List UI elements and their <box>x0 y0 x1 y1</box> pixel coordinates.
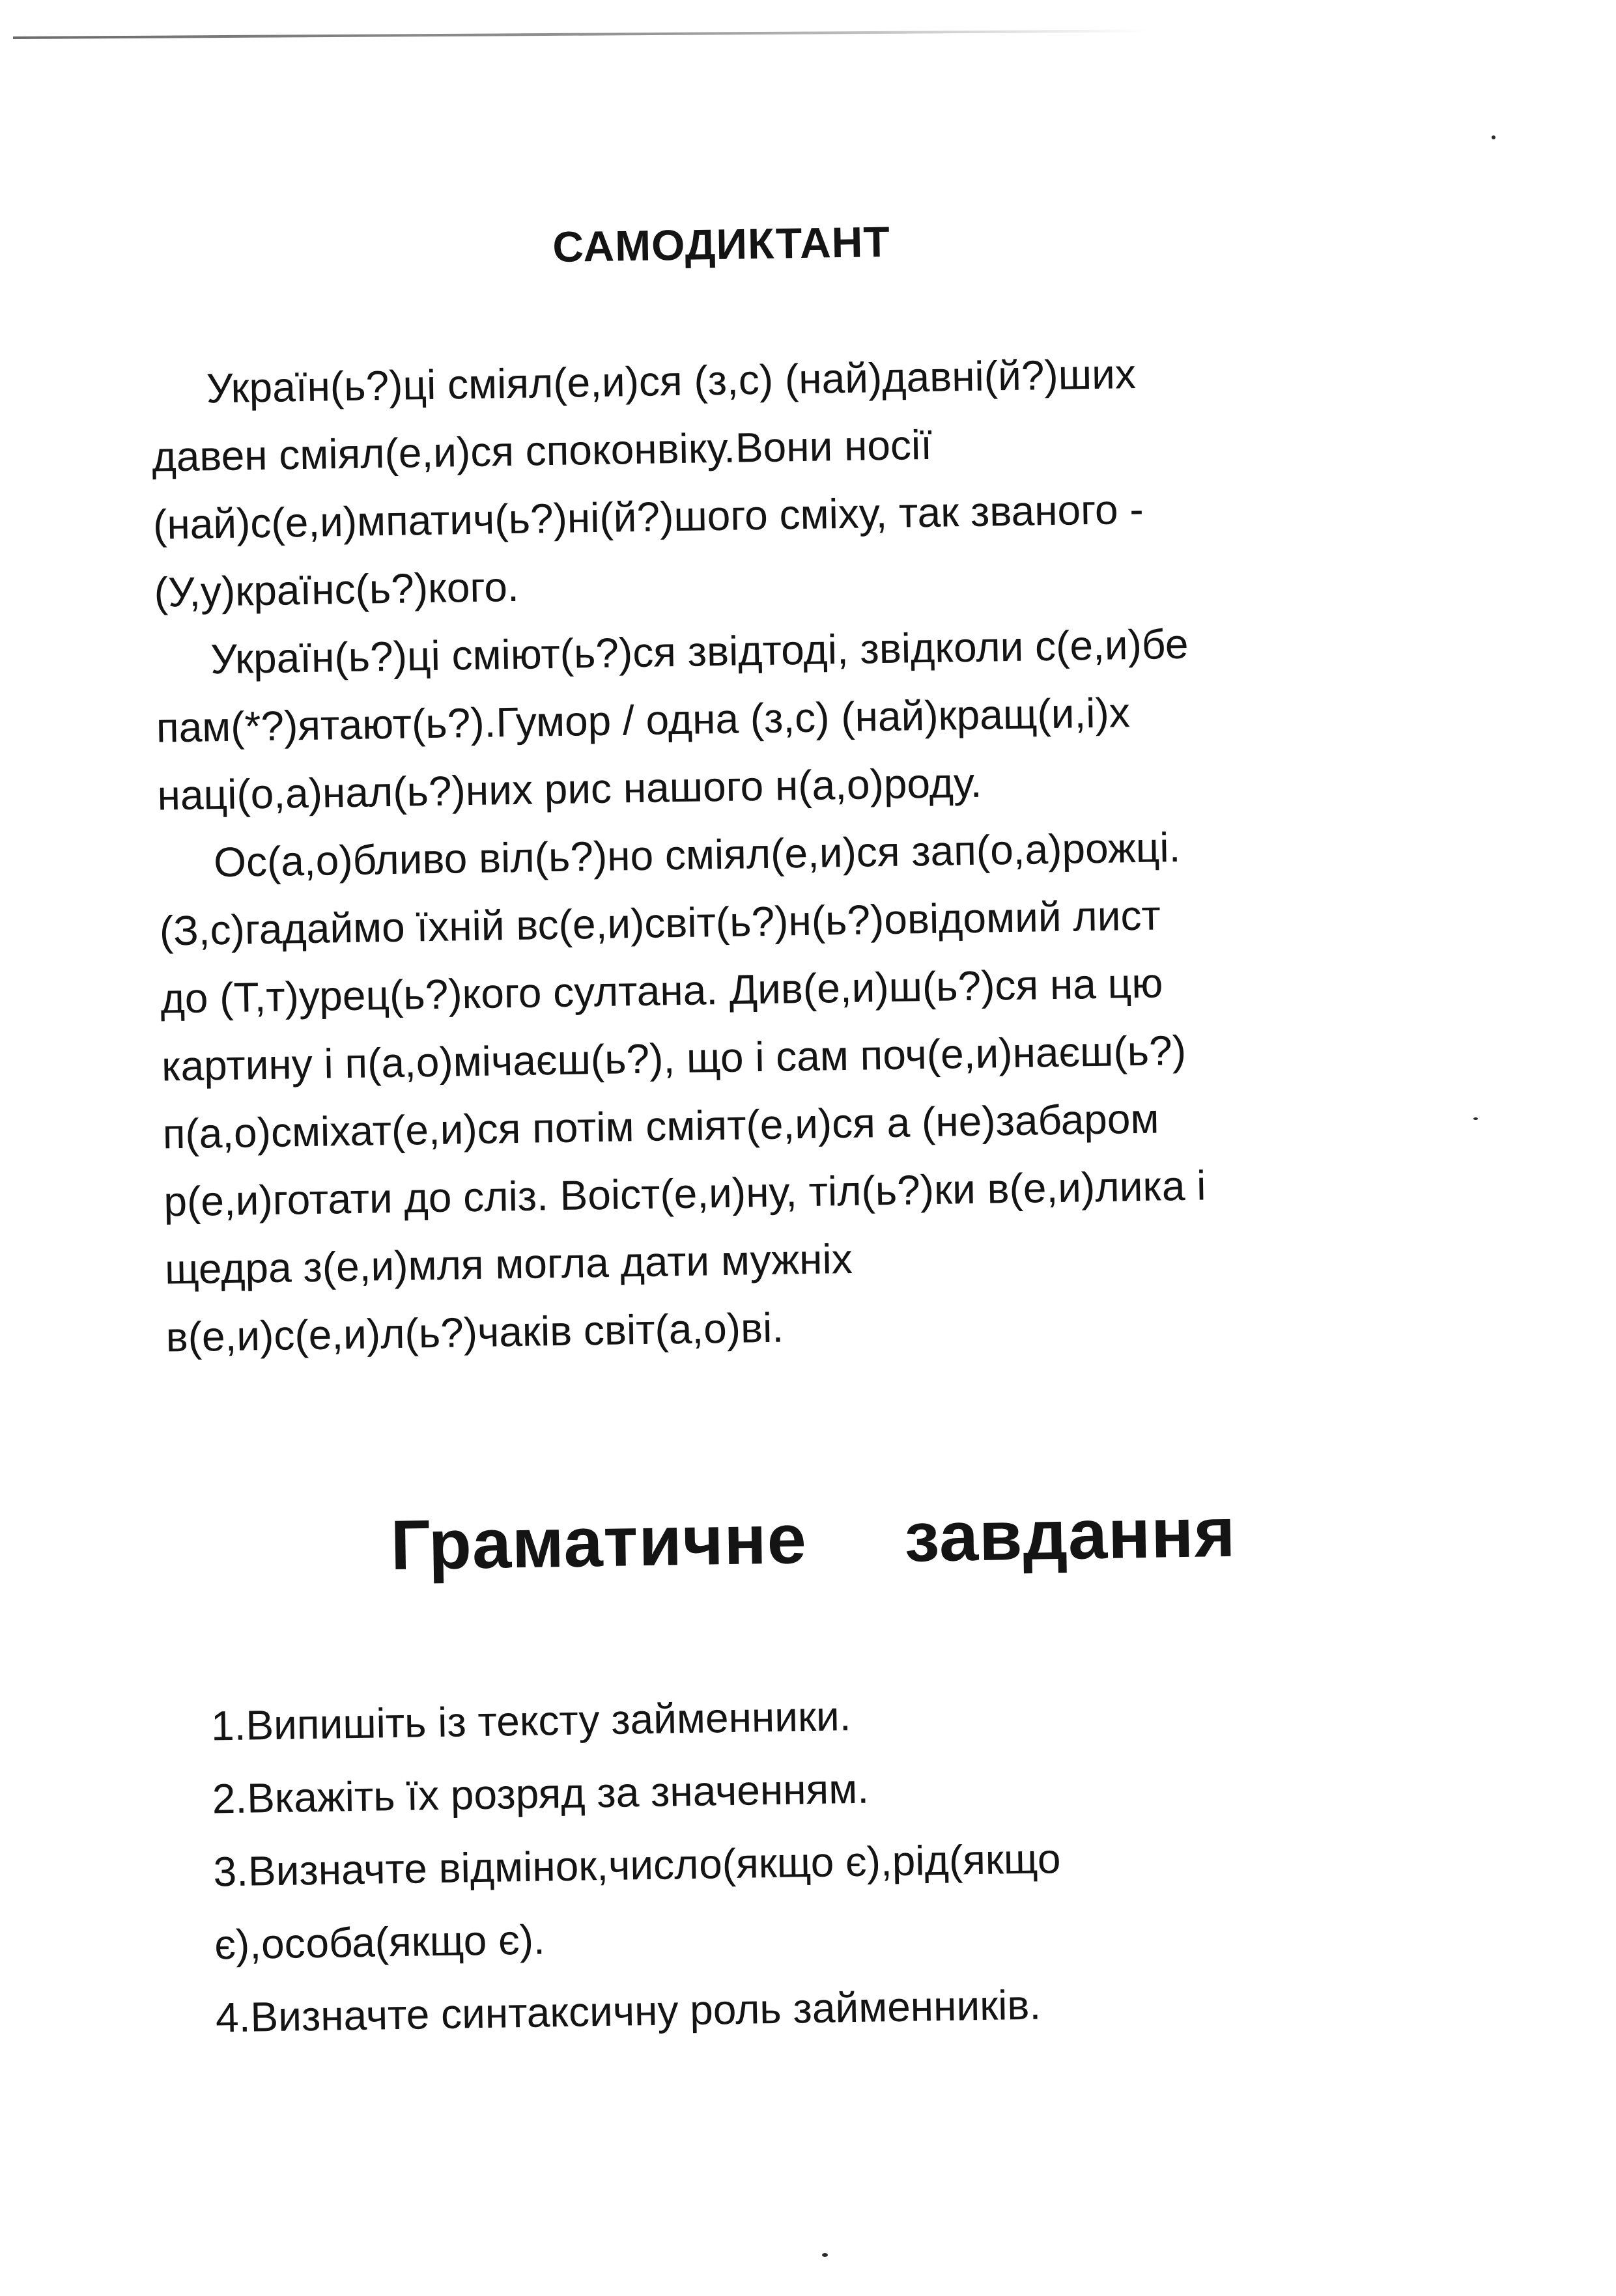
text-line: Україн(ь?)ці сміют(ь?)ся звідтоді, звідколи с(е,и)бе <box>210 620 1189 683</box>
text-line: п(а,о)сміхат(е,и)ся потім сміят(е,и)ся а (не)забаром <box>162 1095 1159 1158</box>
task-item: 2.Вкажіть їх розряд за значенням. <box>212 1765 870 1823</box>
text-line: (У,у)країнс(ь?)кого. <box>154 563 520 616</box>
text-line: щедра з(е,и)мля могла дати мужніх <box>164 1235 853 1293</box>
grammar-heading-word: Граматичне <box>390 1499 808 1585</box>
task-item: 1.Випишіть із тексту займенники. <box>210 1692 852 1750</box>
dictation-text <box>150 335 1469 1371</box>
task-item: 3.Визначте відмінок,число(якщо є),рід(якщо <box>212 1835 1061 1896</box>
page-title: САМОДИКТАНТ <box>552 217 891 271</box>
text-line: Ос(а,о)бливо віл(ь?)но сміял(е,и)ся зап(о,а)рожці. <box>213 823 1181 886</box>
text-line: р(е,и)готати до сліз. Воіст(е,и)ну, тіл(ь?)ки в(е,и)лика і <box>163 1162 1206 1225</box>
text-line: (най)с(е,и)мпатич(ь?)ні(й?)шого сміху, так званого - <box>152 485 1144 548</box>
task-list <box>210 1670 1454 2054</box>
task-item: є),особа(якщо є). <box>214 1916 546 1968</box>
grammar-heading-word: завдання <box>903 1492 1237 1576</box>
text-line: до (Т,т)урец(ь?)кого султана. Див(е,и)ш(ь?)ся на цю <box>160 959 1163 1022</box>
text-line: Україн(ь?)ці сміял(е,и)ся (з,с) (най)давні(й?)ших <box>206 350 1137 412</box>
text-line: в(е,и)с(е,и)л(ь?)чаків світ(а,о)ві. <box>165 1304 784 1361</box>
task-item: 4.Визначте синтаксичну роль займенників. <box>215 1981 1042 2041</box>
text-line: наці(о,а)нал(ь?)них рис нашого н(а,о)роду. <box>157 759 982 819</box>
text-line: картину і п(а,о)мічаєш(ь?), що і сам поч(е,и)наєш(ь?) <box>161 1026 1187 1090</box>
text-line: пам(*?)ятают(ь?).Гумор / одна (з,с) (най)кращ(и,і)х <box>156 689 1131 751</box>
text-line: (З,с)гадаймо їхній вс(е,и)світ(ь?)н(ь?)овідомий лист <box>159 891 1161 955</box>
grammar-task-heading <box>390 1491 1237 1586</box>
text-line: давен сміял(е,и)ся споконвіку.Вони носії <box>151 421 933 481</box>
